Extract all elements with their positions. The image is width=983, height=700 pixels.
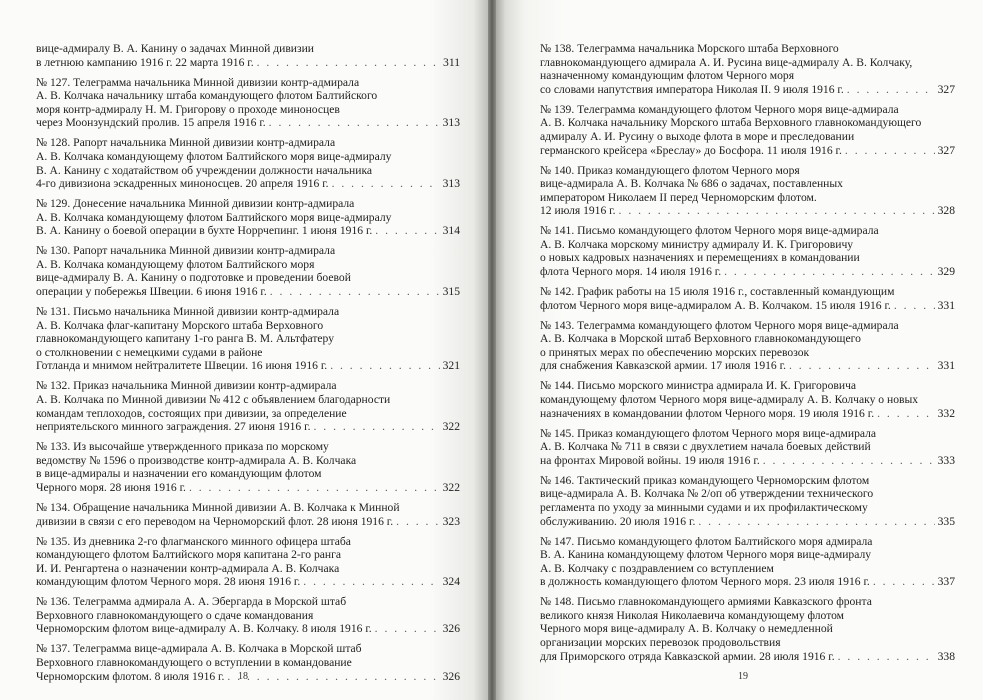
- dot-leader: [189, 481, 440, 495]
- toc-entry-line: о принятых мерах по обеспечению морских перевозок: [540, 345, 810, 359]
- toc-entry-page-number: 332: [937, 406, 955, 420]
- toc-entry-line: № 145. Приказ командующего флотом Черного моря вице-адмирала: [540, 426, 877, 440]
- toc-entry: [36, 501, 460, 528]
- toc-entry-line: флотом Черного моря вице-адмиралом А. В. Колчаком. 15 июля 1916 г.: [540, 298, 891, 312]
- toc-entry: [540, 595, 955, 663]
- dot-leader: [257, 56, 440, 70]
- toc-entry-line: А. В. Колчака морскому министру адмиралу И. К. Григоровичу: [540, 237, 854, 251]
- toc-entry-line: А. В. Колчаку с поздравлением со вступлением: [540, 561, 774, 575]
- toc-entry-last-line: [540, 265, 955, 279]
- toc-entry-line: № 132. Приказ начальника Минной дивизии контр-адмирала: [36, 379, 337, 393]
- dot-leader: [313, 420, 439, 434]
- toc-entry-last-line: [540, 144, 955, 158]
- toc-entry-line: моря контр-адмиралу Н. М. Григорову о проходе миноносцев: [36, 102, 340, 116]
- toc-entry: [36, 595, 460, 636]
- toc-entry: [540, 427, 955, 468]
- toc-entry-page-number: 314: [442, 224, 460, 238]
- toc-entry-last-line: [36, 116, 460, 130]
- toc-entry-line: Черного моря вице-адмиралу А. В. Колчаку о немедленной: [540, 622, 833, 636]
- toc-entry-last-line: [540, 204, 955, 218]
- toc-entry-page-number: 321: [442, 359, 460, 373]
- toc-entry-line: великого князя Николая Николаевича командующему флотом: [540, 608, 845, 622]
- toc-entry-line: А. В. Колчака командующему флотом Балтийского моря вице-адмиралу: [36, 210, 392, 224]
- toc-entry-line: А. В. Колчака № 711 в связи с двухлетием начала боевых действий: [540, 440, 871, 454]
- dot-leader: [227, 670, 439, 684]
- toc-entry-last-line: [36, 177, 460, 191]
- toc-entry: [36, 136, 460, 190]
- toc-entry-line: А. В. Колчака начальнику Морского штаба Верховного главнокомандующего: [540, 116, 922, 130]
- left-page: [0, 0, 488, 700]
- toc-entry-line: № 148. Письмо главнокомандующего армиями Кавказского фронта: [540, 595, 872, 609]
- dot-leader: [845, 144, 935, 158]
- toc-entry: [540, 103, 955, 157]
- toc-entry: [540, 224, 955, 278]
- toc-entry-line: германского крейсера «Бреслау» до Босфора. 11 июля 1916 г.: [540, 143, 842, 157]
- toc-entry-line: вице-адмиралу В. А. Канину о задачах Минной дивизии: [36, 42, 315, 55]
- dot-leader: [877, 407, 935, 421]
- toc-entry-line: неприятельского минного заграждения. 27 июня 1916 г.: [36, 420, 311, 434]
- toc-entry-line: обслуживанию. 20 июля 1916 г.: [540, 514, 696, 528]
- toc-entry: [540, 285, 955, 312]
- toc-entry-line: главнокомандующего капитану 1-го ранга В. М. Альтфатеру: [36, 332, 334, 346]
- toc-entry: [540, 474, 955, 528]
- toc-entry-last-line: [36, 575, 460, 589]
- toc-entry-line: императором Николаем II перед Черноморским флотом.: [540, 190, 817, 204]
- right-page: [496, 0, 983, 700]
- toc-entry-line: со словами напутствия императора Николая II. 9 июля 1916 г.: [540, 82, 844, 96]
- toc-entry-line: № 127. Телеграмма начальника Минной дивизии контр-адмирала: [36, 75, 360, 89]
- toc-entry-line: № 128. Рапорт начальника Минной дивизии контр-адмирала: [36, 136, 336, 150]
- toc-entry-line: организации морских перевозок продовольствия: [540, 636, 781, 650]
- dot-leader: [303, 575, 439, 589]
- toc-entry: [540, 42, 955, 96]
- toc-entry-page-number: 327: [937, 143, 955, 157]
- toc-entry-page-number: 331: [937, 298, 955, 312]
- toc-entry-line: через Моонзундский пролив. 15 апреля 1916 г.: [36, 116, 266, 130]
- toc-entry: [540, 535, 955, 589]
- toc-entry-line: главнокомандующего адмирала А. И. Русина вице-адмиралу А. В. Колчаку,: [540, 55, 913, 69]
- toc-entry-page-number: 331: [937, 359, 955, 373]
- toc-entry-page-number: 313: [442, 177, 460, 191]
- dot-leader: [332, 177, 440, 191]
- toc-entry-line: командующего флотом Балтийского моря капитана 2-го ранга: [36, 548, 342, 562]
- toc-entry-page-number: 326: [442, 669, 460, 683]
- toc-entry-page-number: 323: [442, 514, 460, 528]
- toc-entry-line: А. В. Колчака флаг-капитану Морского штаба Верховного: [36, 318, 324, 332]
- toc-entry: [36, 244, 460, 298]
- toc-entry-line: вице-адмирала А. В. Колчака № 2/оп об утверждении технического: [540, 487, 874, 501]
- toc-entry-page-number: 322: [442, 420, 460, 434]
- toc-entry-line: № 136. Телеграмма адмирала А. А. Эбергарда в Морской штаб: [36, 595, 347, 609]
- toc-entry-line: № 142. График работы на 15 июля 1916 г., составленный командующим: [540, 285, 895, 299]
- dot-leader: [847, 83, 935, 97]
- toc-entry: [36, 197, 460, 238]
- toc-entry-line: Верховного главнокомандующего о вступлении в командование: [36, 656, 352, 670]
- toc-entry-last-line: [540, 650, 955, 664]
- toc-entry-line: № 137. Телеграмма вице-адмирала А. В. Колчака в Морской штаб: [36, 642, 362, 656]
- toc-entry-line: назначениях в командовании флотом Черного моря. 19 июля 1916 г.: [540, 406, 875, 420]
- dot-leader: [619, 204, 935, 218]
- toc-entry-line: № 144. Письмо морского министра адмирала И. К. Григоровича: [540, 379, 857, 393]
- dot-leader: [724, 265, 934, 279]
- toc-entry-line: В. А. Канина командующему флотом Черного моря вице-адмиралу: [540, 548, 872, 562]
- toc-entry: [36, 642, 460, 683]
- toc-entry-line: № 139. Телеграмма командующего флотом Черного моря вице-адмирала: [540, 102, 899, 116]
- toc-entry-line: № 140. Приказ командующего флотом Черного моря: [540, 163, 800, 177]
- toc-entry-line: № 146. Тактический приказ командующего Черноморским флотом: [540, 473, 870, 487]
- toc-entry-line: Верховного главнокомандующего о сдаче командования: [36, 608, 314, 622]
- toc-entry-line: № 131. Письмо начальника Минной дивизии контр-адмирала: [36, 305, 340, 319]
- toc-entry-last-line: [540, 407, 955, 421]
- toc-entry-line: адмиралу А. И. Русину о выходе флота в море и преследовании: [540, 129, 855, 143]
- toc-entry-line: для снабжения Кавказской армии. 17 июля 1916 г.: [540, 359, 786, 373]
- toc-entry-line: командам теплоходов, состоящих при дивизии, за определение: [36, 406, 347, 420]
- toc-entry-line: 12 июля 1916 г.: [540, 204, 616, 218]
- toc-entry-last-line: [540, 359, 955, 373]
- toc-entry-line: № 147. Письмо командующего флотом Балтийского моря адмирала: [540, 534, 873, 548]
- dot-leader: [330, 359, 439, 373]
- page-number-right: 19: [738, 671, 748, 682]
- toc-entry: [540, 379, 955, 420]
- toc-entry-last-line: [540, 299, 955, 313]
- toc-entry-line: А. В. Колчака начальнику штаба командующего флотом Балтийского: [36, 89, 378, 103]
- toc-entry-last-line: [36, 359, 460, 373]
- dot-leader: [873, 575, 935, 589]
- toc-entry-last-line: [36, 285, 460, 299]
- toc-entry-line: В. А. Канину о боевой операции в бухте Норрчепинг. 1 июня 1916 г.: [36, 224, 373, 238]
- toc-entry-page-number: 329: [937, 265, 955, 279]
- toc-entry-page-number: 311: [443, 55, 460, 69]
- toc-entry-last-line: [540, 575, 955, 589]
- page-number-left: 18: [238, 671, 248, 682]
- toc-entry-line: № 134. Обращение начальника Минной дивизии А. В. Колчака к Минной: [36, 500, 400, 514]
- toc-entry-last-line: [540, 515, 955, 529]
- toc-entry-line: о новых кадровых назначениях и перемещениях в командовании: [540, 251, 860, 265]
- toc-entry: [540, 319, 955, 373]
- toc-entry-line: регламента по уходу за минными судами и их профилактическому: [540, 500, 868, 514]
- dot-leader: [763, 454, 935, 468]
- toc-entry-page-number: 322: [442, 480, 460, 494]
- toc-entry-line: на фронтах Мировой войны. 19 июля 1916 г.: [540, 453, 760, 467]
- toc-entry-page-number: 335: [937, 514, 955, 528]
- toc-entry-line: в вице-адмиралы и назначении его командующим флотом: [36, 467, 322, 481]
- toc-entry: [36, 535, 460, 589]
- toc-entry-line: 4-го дивизиона эскадренных миноносцев. 20 апреля 1916 г.: [36, 177, 329, 191]
- toc-entry-line: дивизии в связи с его переводом на Черноморский флот. 28 июня 1916 г.: [36, 514, 394, 528]
- toc-entry-line: А. В. Колчака командующему флотом Балтийского моря: [36, 257, 315, 271]
- toc-entry-line: № 133. Из высочайше утвержденного приказа по морскому: [36, 440, 329, 454]
- toc-entry-line: назначенному командующим флотом Черного моря: [540, 69, 795, 83]
- toc-entry-last-line: [36, 56, 460, 70]
- toc-entry-line: командующему флотом Черного моря вице-адмиралу А. В. Колчаку о новых: [540, 393, 919, 406]
- toc-entry: [36, 305, 460, 373]
- toc-entry-last-line: [36, 420, 460, 434]
- toc-entry-line: № 129. Донесение начальника Минной дивизии контр-адмирала: [36, 197, 355, 211]
- toc-entry-last-line: [36, 515, 460, 529]
- dot-leader: [838, 650, 935, 664]
- dot-leader: [894, 299, 935, 313]
- toc-entry-line: операции у побережья Швеции. 6 июня 1916 г.: [36, 285, 267, 299]
- toc-entry-line: Черноморским флотом вице-адмиралу А. В. Колчаку. 8 июля 1916 г.: [36, 622, 372, 636]
- toc-entry-last-line: [540, 454, 955, 468]
- toc-entry-line: Черноморским флотом. 8 июля 1916 г.: [36, 669, 225, 683]
- dot-leader: [270, 285, 440, 299]
- toc-entries-right: [540, 42, 955, 663]
- toc-entry: [540, 164, 955, 218]
- toc-entry-page-number: 333: [937, 453, 955, 467]
- toc-entry-line: в летнюю кампанию 1916 г. 22 марта 1916 г.: [36, 55, 254, 69]
- toc-entry-last-line: [540, 83, 955, 97]
- dot-leader: [375, 224, 439, 238]
- toc-entry-line: вице-адмиралу В. А. Канину о подготовке и проведении боевой: [36, 271, 351, 285]
- toc-entry-last-line: [36, 224, 460, 238]
- toc-entry-line: в должность командующего флотом Черного моря. 23 июля 1916 г.: [540, 575, 870, 589]
- dot-leader: [269, 116, 440, 130]
- toc-entry-page-number: 337: [937, 575, 955, 589]
- toc-entries-left: [36, 42, 460, 683]
- dot-leader: [789, 359, 935, 373]
- toc-entry-page-number: 338: [937, 649, 955, 663]
- toc-entry-line: В. А. Канину с ходатайством об учреждении должности начальника: [36, 163, 373, 177]
- toc-entry-page-number: 313: [442, 116, 460, 130]
- toc-entry-last-line: [36, 481, 460, 495]
- toc-entry: [36, 379, 460, 433]
- book-spine-gutter: [488, 0, 496, 700]
- toc-entry-line: Черного моря. 28 июня 1916 г.: [36, 480, 186, 494]
- toc-entry-line: флота Черного моря. 14 июля 1916 г.: [540, 265, 722, 279]
- toc-entry-last-line: [36, 622, 460, 636]
- toc-entry: [36, 440, 460, 494]
- toc-entry-line: А. В. Колчака командующему флотом Балтийского моря вице-адмиралу: [36, 149, 392, 163]
- toc-entry: [36, 42, 460, 69]
- toc-entry-line: № 138. Телеграмма начальника Морского штаба Верховного: [540, 42, 839, 55]
- toc-entry: [36, 76, 460, 130]
- toc-entry-line: № 130. Рапорт начальника Минной дивизии контр-адмирала: [36, 244, 336, 258]
- toc-entry-line: ведомству № 1596 о производстве контр-адмирала А. В. Колчака: [36, 453, 357, 467]
- toc-entry-line: о столкновении с немецкими судами в районе: [36, 345, 263, 359]
- toc-entry-line: командующим флотом Черного моря. 28 июня 1916 г.: [36, 575, 301, 589]
- toc-entry-line: № 141. Письмо командующего флотом Черного моря вице-адмирала: [540, 224, 879, 238]
- toc-entry-page-number: 324: [442, 575, 460, 589]
- toc-entry-page-number: 326: [442, 622, 460, 636]
- dot-leader: [396, 515, 439, 529]
- toc-entry-line: вице-адмирала А. В. Колчака № 686 о задачах, поставленных: [540, 177, 843, 191]
- toc-entry-line: А. В. Колчака по Минной дивизии № 412 с объявлением благодарности: [36, 393, 391, 406]
- dot-leader: [698, 515, 934, 529]
- toc-entry-page-number: 328: [937, 204, 955, 218]
- toc-entry-line: Готланда и мнимом нейтралитете Швеции. 16 июня 1916 г.: [36, 359, 328, 373]
- toc-entry-line: № 135. Из дневника 2-го флагманского минного офицера штаба: [36, 534, 351, 548]
- toc-entry-last-line: [36, 670, 460, 684]
- toc-entry-page-number: 315: [442, 285, 460, 299]
- toc-entry-line: А. В. Колчака в Морской штаб Верховного главнокомандующего: [540, 332, 861, 346]
- toc-entry-line: № 143. Телеграмма командующего флотом Черного моря вице-адмирала: [540, 318, 899, 332]
- dot-leader: [375, 622, 440, 636]
- toc-entry-line: И. И. Ренгартена о назначении контр-адмирала А. В. Колчака: [36, 561, 340, 575]
- toc-entry-line: для Приморского отряда Кавказской армии. 28 июля 1916 г.: [540, 649, 835, 663]
- toc-entry-page-number: 327: [937, 82, 955, 96]
